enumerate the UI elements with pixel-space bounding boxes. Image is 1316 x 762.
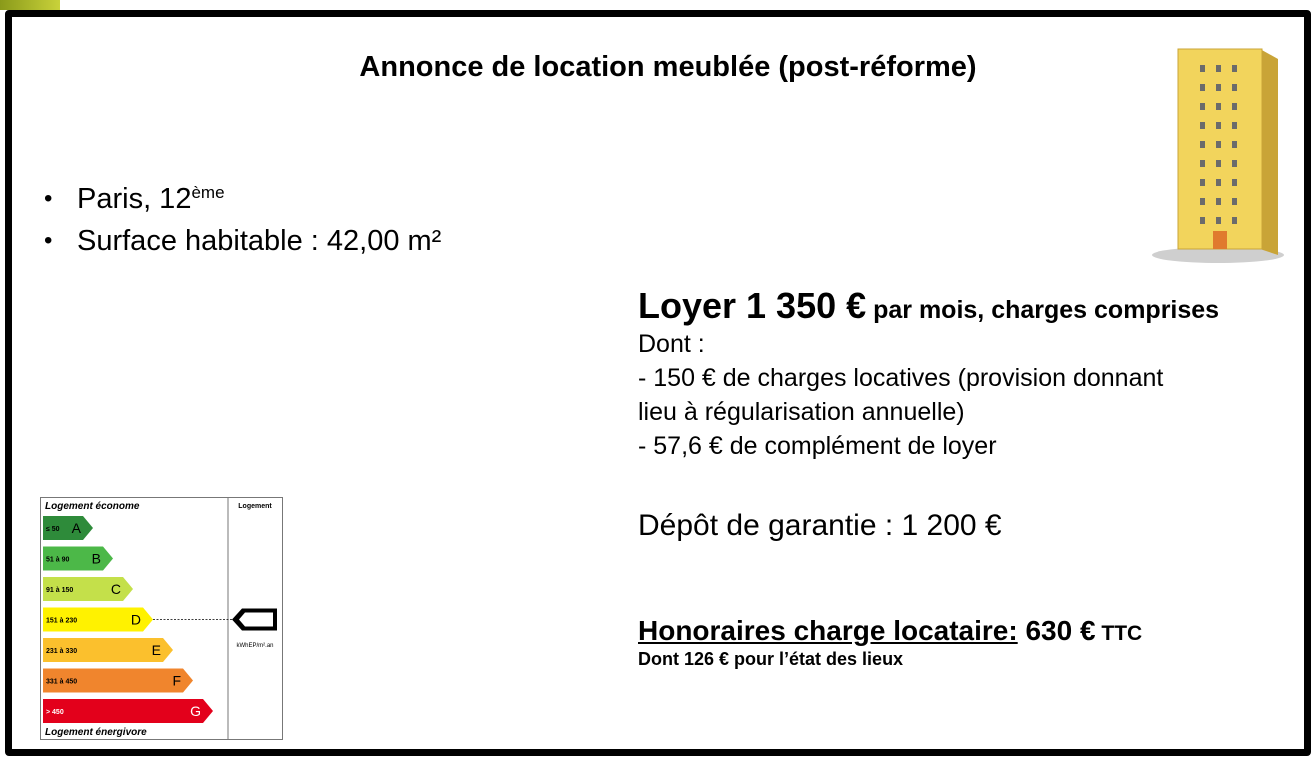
energy-class-c-letter: C (110, 581, 121, 597)
building-icon (1150, 43, 1284, 265)
energy-label (40, 497, 283, 740)
energy-class-g-letter: G (190, 703, 201, 719)
bullet-location (42, 179, 441, 221)
bullet-surface: • Surface habitable : 42,00 m² (42, 221, 441, 263)
building-window (1200, 103, 1205, 110)
energy-class-c-range: 91 à 150 (46, 587, 74, 594)
energy-class-f-letter: F (172, 672, 181, 689)
energy-class-b-range: 51 à 90 (46, 556, 70, 564)
building-window (1232, 122, 1237, 129)
rent-line-1: - 150 € de charges locatives (provision donnant (638, 364, 1164, 392)
building-window (1216, 160, 1221, 167)
energy-header-top: Logement économe (45, 501, 140, 512)
building-window (1200, 160, 1205, 167)
fees-section (638, 615, 1142, 670)
fees-subtext: Dont 126 € pour l’état des lieux (638, 649, 904, 669)
rent-headline (638, 285, 1316, 327)
building-window (1200, 84, 1205, 91)
rent-line-3: - 57,6 € de complément de loyer (638, 432, 997, 460)
rent-amount: Loyer 1 350 € (638, 285, 867, 326)
energy-header-right: Logement (238, 503, 272, 510)
building-window (1216, 217, 1221, 224)
energy-indicator-value-box (239, 613, 273, 627)
building-window (1232, 84, 1237, 91)
deposit-text: Dépôt de garantie : 1 200 € (638, 509, 1002, 542)
energy-class-d-range: 151 à 230 (46, 617, 78, 625)
energy-class-e-range: 231 à 330 (46, 648, 78, 655)
fees-ttc: TTC (1095, 622, 1143, 645)
building-window (1232, 198, 1237, 205)
slide-frame (5, 10, 1311, 756)
energy-class-d-letter: D (130, 611, 141, 628)
rent-section (638, 285, 1316, 463)
building-window (1216, 84, 1221, 91)
energy-footer: Logement énergivore (45, 727, 147, 738)
building-window (1232, 217, 1237, 224)
energy-class-f-range: 331 à 450 (46, 678, 78, 686)
building-window (1216, 122, 1221, 129)
energy-class-g-range: > 450 (46, 709, 64, 716)
building-window (1232, 141, 1237, 148)
energy-class-a-range: ≤ 50 (46, 526, 60, 533)
building-window (1200, 65, 1205, 72)
building-window (1216, 198, 1221, 205)
building-window (1216, 103, 1221, 110)
energy-class-b-letter: B (91, 550, 101, 567)
location-text: Paris, 12 (77, 183, 192, 215)
building-window (1216, 179, 1221, 186)
building-window (1200, 122, 1205, 129)
energy-class-g-bar (43, 699, 213, 723)
energy-class-e-letter: E (151, 642, 161, 658)
energy-class-a-letter: A (71, 520, 81, 536)
location-sup: ème (191, 183, 225, 202)
building-window (1200, 179, 1205, 186)
building-window (1232, 179, 1237, 186)
building-window (1200, 198, 1205, 205)
rent-line-0: Dont : (638, 330, 705, 358)
building-window (1216, 141, 1221, 148)
building-window (1216, 65, 1221, 72)
building-window (1232, 160, 1237, 167)
rent-suffix: par mois, charges comprises (866, 296, 1220, 324)
page-title: Annonce de location meublée (post-réforme) (359, 51, 977, 83)
property-bullets (42, 179, 441, 263)
building-window (1200, 217, 1205, 224)
energy-unit: kWhEP/m².an (236, 643, 274, 649)
building-window (1232, 103, 1237, 110)
fees-label: Honoraires charge locataire: (638, 615, 1018, 646)
rent-line-2: lieu à régularisation annuelle) (638, 398, 965, 426)
fees-headline (638, 615, 1142, 647)
building-window (1232, 65, 1237, 72)
fees-amount: 630 € (1017, 615, 1096, 646)
corner-accent (0, 0, 60, 10)
building-window (1200, 141, 1205, 148)
